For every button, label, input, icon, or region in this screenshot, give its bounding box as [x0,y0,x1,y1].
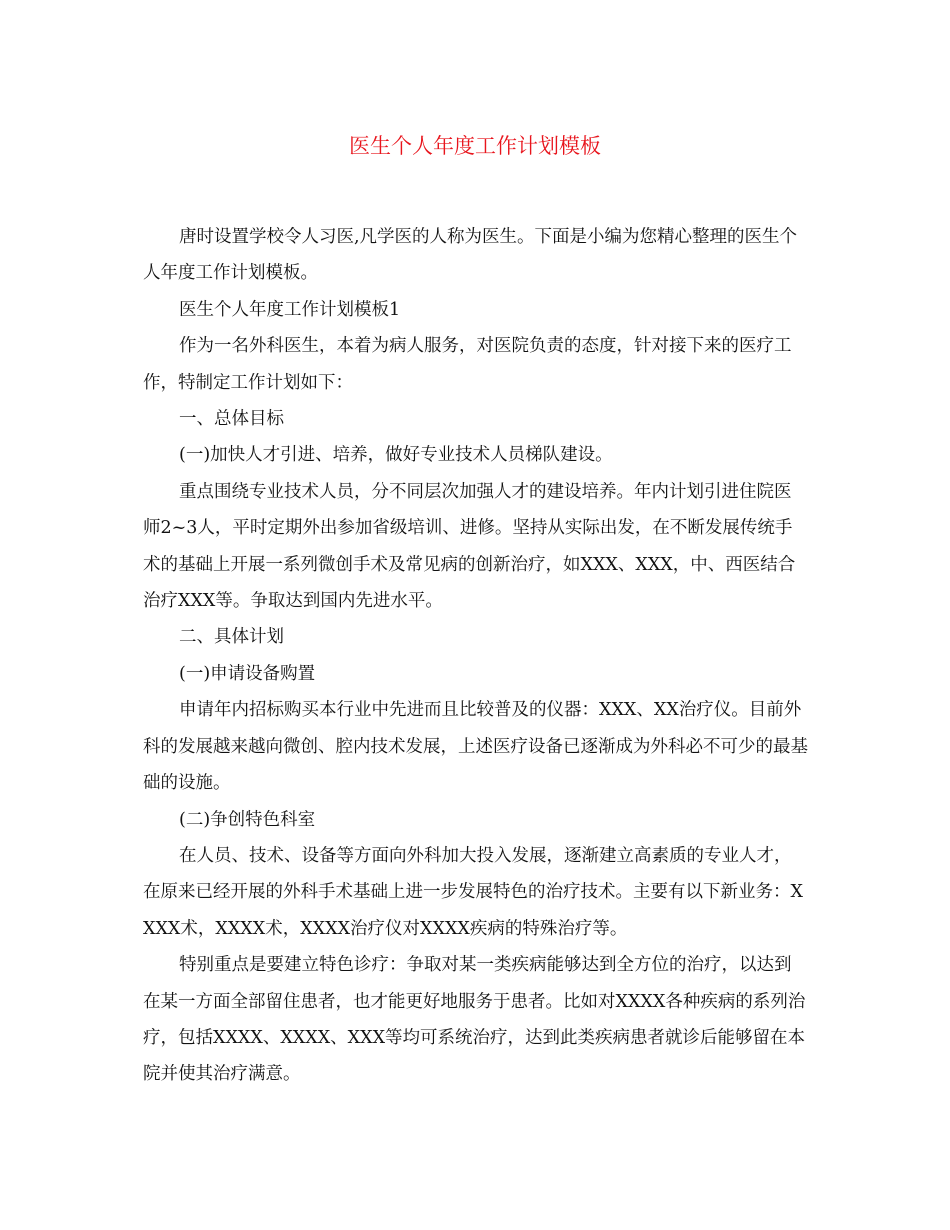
section-heading-template-1: 医生个人年度工作计划模板1 [179,299,401,320]
heading-overall-goal: 一、总体目标 [179,409,284,430]
subheading-special-department: (二)争创特色科室 [179,809,316,830]
subheading-equipment: (一)申请设备购置 [179,663,316,684]
paragraph-plan-intro: 作为一名外科医生，本着为病人服务，对医院负责的态度，针对接下来的医疗工作，特制定工作计划如下： [143,336,792,393]
document-title: 医生个人年度工作计划模板 [349,134,601,158]
heading-specific-plan: 二、具体计划 [179,627,284,648]
subheading-talent: (一)加快人才引进、培养，做好专业技术人员梯队建设。 [179,445,613,466]
intro-paragraph: 唐时设置学校令人习医,凡学医的人称为医生。下面是小编为您精心整理的医生个人年度工作计划模板。 [143,227,798,284]
document-body [143,219,808,1093]
paragraph-special-diagnosis: 特别重点是要建立特色诊疗：争取对某一类疾病能够达到全方位的治疗，以达到在某一方面全部留住患者，也才能更好地服务于患者。比如对XXXX各种疾病的系列治疗，包括XXXX、XXXX、XXX等均可系统治疗，达到此类疾病患者就诊后能够留在本院并使其治疗满意。 [143,955,806,1085]
paragraph-special-department: 在人员、技术、设备等方面向外科加大投入发展，逐渐建立高素质的专业人才，在原来已经开展的外科手术基础上进一步发展特色的治疗技术。主要有以下新业务：XXXX术，XXXX术，XXXX治疗仪对XXXX疾病的特殊治疗等。 [143,845,803,939]
paragraph-talent: 重点围绕专业技术人员，分不同层次加强人才的建设培养。年内计划引进住院医师2~3人，平时定期外出参加省级培训、进修。坚持从实际出发，在不断发展传统手术的基础上开展一系列微创手术及常见病的创新治疗，如XXX、XXX，中、西医结合治疗XXX等。争取达到国内先进水平。 [143,481,796,612]
paragraph-equipment: 申请年内招标购买本行业中先进而且比较普及的仪器：XXX、XX治疗仪。目前外科的发展越来越向微创、腔内技术发展，上述医疗设备已逐渐成为外科必不可少的最基础的设施。 [143,700,808,794]
